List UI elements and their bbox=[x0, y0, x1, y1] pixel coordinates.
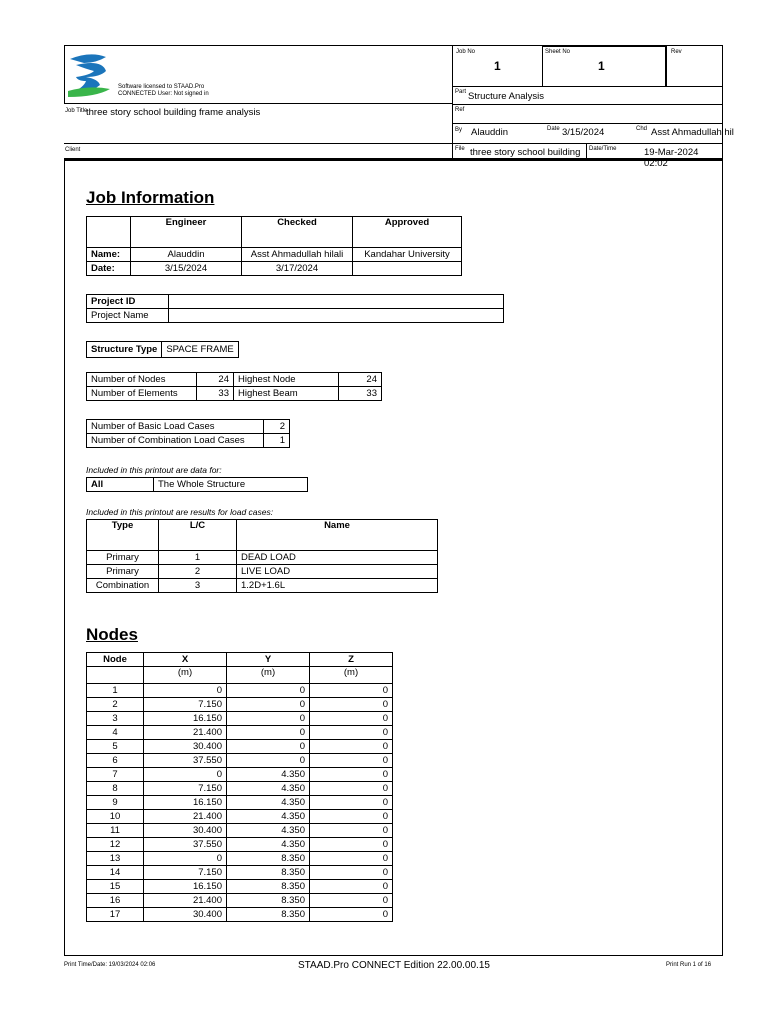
node-x: 21.400 bbox=[144, 810, 227, 824]
table-row bbox=[87, 782, 393, 796]
table-row bbox=[87, 684, 393, 698]
node-x: 30.400 bbox=[144, 740, 227, 754]
node-id: 9 bbox=[87, 796, 144, 810]
approved-date bbox=[353, 262, 462, 276]
node-y: 0 bbox=[227, 754, 310, 768]
included-data-table bbox=[86, 477, 308, 492]
lc-col-type: Type bbox=[87, 520, 159, 551]
table-row bbox=[87, 712, 393, 726]
node-id: 12 bbox=[87, 838, 144, 852]
license-line-1: Software licensed to STAAD.Pro bbox=[118, 84, 205, 90]
node-y: 0 bbox=[227, 698, 310, 712]
engineer-name: Alauddin bbox=[131, 248, 242, 262]
date-label: Date bbox=[547, 126, 560, 132]
col-y: Y bbox=[227, 653, 310, 667]
license-line-2: CONNECTED User: Not signed in bbox=[118, 91, 209, 97]
node-id: 8 bbox=[87, 782, 144, 796]
col-z: Z bbox=[310, 653, 393, 667]
structure-type-value: SPACE FRAME bbox=[162, 342, 238, 358]
node-x: 16.150 bbox=[144, 880, 227, 894]
by-value: Alauddin bbox=[471, 127, 508, 138]
table-row bbox=[87, 796, 393, 810]
node-x: 16.150 bbox=[144, 712, 227, 726]
comb-lc: 1 bbox=[264, 434, 290, 448]
included-results-note: Included in this printout are results for load cases: bbox=[86, 507, 274, 517]
node-y: 8.350 bbox=[227, 908, 310, 922]
node-x: 7.150 bbox=[144, 698, 227, 712]
date-label: Date: bbox=[87, 262, 131, 276]
node-y: 4.350 bbox=[227, 810, 310, 824]
node-y: 8.350 bbox=[227, 880, 310, 894]
node-z: 0 bbox=[310, 824, 393, 838]
lc-number: 1 bbox=[159, 551, 237, 565]
lc-type: Primary bbox=[87, 565, 159, 579]
node-y: 0 bbox=[227, 712, 310, 726]
table-row bbox=[87, 551, 438, 565]
client-label: Client bbox=[65, 147, 81, 153]
node-z: 0 bbox=[310, 894, 393, 908]
node-y: 8.350 bbox=[227, 866, 310, 880]
sheet-no-label: Sheet No bbox=[545, 49, 571, 55]
approved-name: Kandahar University bbox=[353, 248, 462, 262]
node-y: 0 bbox=[227, 740, 310, 754]
table-row bbox=[87, 726, 393, 740]
table-row bbox=[87, 908, 393, 922]
node-z: 0 bbox=[310, 810, 393, 824]
col-approved: Approved bbox=[353, 217, 462, 248]
col-checked: Checked bbox=[242, 217, 353, 248]
all-value: The Whole Structure bbox=[154, 478, 308, 492]
unit-y: (m) bbox=[227, 667, 310, 684]
nodes-title: Nodes bbox=[86, 625, 138, 644]
table-row bbox=[87, 768, 393, 782]
rev-label: Rev bbox=[671, 49, 682, 55]
load-case-count-table bbox=[86, 419, 290, 448]
load-cases-table bbox=[86, 519, 438, 593]
node-y: 4.350 bbox=[227, 782, 310, 796]
counts-table bbox=[86, 372, 382, 401]
table-row bbox=[87, 852, 393, 866]
node-id: 16 bbox=[87, 894, 144, 908]
lc-col-name: Name bbox=[237, 520, 438, 551]
project-table bbox=[86, 294, 504, 323]
lc-type: Combination bbox=[87, 579, 159, 593]
node-z: 0 bbox=[310, 880, 393, 894]
chd-value: Asst Ahmadullah hil bbox=[651, 127, 734, 138]
print-run: Print Run 1 of 16 bbox=[666, 962, 712, 968]
node-y: 4.350 bbox=[227, 824, 310, 838]
lc-name: 1.2D+1.6L bbox=[237, 579, 438, 593]
node-z: 0 bbox=[310, 740, 393, 754]
staad-logo bbox=[66, 51, 114, 99]
node-id: 2 bbox=[87, 698, 144, 712]
unit-z: (m) bbox=[310, 667, 393, 684]
node-x: 0 bbox=[144, 852, 227, 866]
node-y: 4.350 bbox=[227, 768, 310, 782]
lc-name: LIVE LOAD bbox=[237, 565, 438, 579]
datetime-value: 19-Mar-2024 02:02 bbox=[644, 147, 699, 169]
node-y: 0 bbox=[227, 684, 310, 698]
node-x: 0 bbox=[144, 768, 227, 782]
by-label: By bbox=[455, 127, 463, 133]
node-id: 13 bbox=[87, 852, 144, 866]
checked-name: Asst Ahmadullah hilali bbox=[242, 248, 353, 262]
node-id: 4 bbox=[87, 726, 144, 740]
node-z: 0 bbox=[310, 838, 393, 852]
basic-lc: 2 bbox=[264, 420, 290, 434]
highest-node-label: Highest Node bbox=[234, 373, 339, 387]
node-z: 0 bbox=[310, 726, 393, 740]
node-y: 8.350 bbox=[227, 852, 310, 866]
node-x: 21.400 bbox=[144, 894, 227, 908]
col-node: Node bbox=[87, 653, 144, 667]
print-time: Print Time/Date: 19/03/2024 02:06 bbox=[64, 962, 156, 968]
node-x: 30.400 bbox=[144, 908, 227, 922]
node-x: 16.150 bbox=[144, 796, 227, 810]
lc-col-lc: L/C bbox=[159, 520, 237, 551]
num-nodes-label: Number of Nodes bbox=[87, 373, 197, 387]
structure-type-label: Structure Type bbox=[87, 342, 162, 358]
node-z: 0 bbox=[310, 754, 393, 768]
table-row bbox=[87, 740, 393, 754]
highest-beam-label: Highest Beam bbox=[234, 387, 339, 401]
node-id: 7 bbox=[87, 768, 144, 782]
table-row bbox=[87, 880, 393, 894]
table-row bbox=[87, 579, 438, 593]
all-label: All bbox=[87, 478, 154, 492]
node-id: 15 bbox=[87, 880, 144, 894]
node-z: 0 bbox=[310, 796, 393, 810]
node-z: 0 bbox=[310, 698, 393, 712]
node-id: 6 bbox=[87, 754, 144, 768]
table-row bbox=[87, 824, 393, 838]
col-engineer: Engineer bbox=[131, 217, 242, 248]
file-value: three story school building bbox=[470, 147, 581, 158]
node-id: 1 bbox=[87, 684, 144, 698]
sheet-no: 1 bbox=[598, 59, 605, 73]
table-row bbox=[87, 698, 393, 712]
table-row bbox=[87, 754, 393, 768]
basic-lc-label: Number of Basic Load Cases bbox=[87, 420, 264, 434]
node-z: 0 bbox=[310, 866, 393, 880]
lc-number: 3 bbox=[159, 579, 237, 593]
lc-number: 2 bbox=[159, 565, 237, 579]
node-z: 0 bbox=[310, 782, 393, 796]
table-row bbox=[87, 838, 393, 852]
file-label: File bbox=[455, 146, 465, 152]
node-z: 0 bbox=[310, 768, 393, 782]
node-id: 17 bbox=[87, 908, 144, 922]
node-x: 37.550 bbox=[144, 838, 227, 852]
ref-label: Ref bbox=[455, 107, 465, 113]
header-block bbox=[64, 45, 734, 169]
job-info-table bbox=[86, 216, 462, 276]
comb-lc-label: Number of Combination Load Cases bbox=[87, 434, 264, 448]
num-elements: 33 bbox=[197, 387, 234, 401]
part-value: Structure Analysis bbox=[468, 91, 545, 102]
node-z: 0 bbox=[310, 908, 393, 922]
node-x: 7.150 bbox=[144, 782, 227, 796]
unit-x: (m) bbox=[144, 667, 227, 684]
node-x: 0 bbox=[144, 684, 227, 698]
node-z: 0 bbox=[310, 852, 393, 866]
job-information-title: Job Information bbox=[86, 188, 215, 207]
node-x: 21.400 bbox=[144, 726, 227, 740]
lc-type: Primary bbox=[87, 551, 159, 565]
table-row bbox=[87, 810, 393, 824]
job-no-label: Job No bbox=[456, 49, 476, 55]
date-value: 3/15/2024 bbox=[562, 127, 605, 138]
node-id: 14 bbox=[87, 866, 144, 880]
node-y: 8.350 bbox=[227, 894, 310, 908]
chd-label: Chd bbox=[636, 126, 648, 132]
node-id: 11 bbox=[87, 824, 144, 838]
lc-name: DEAD LOAD bbox=[237, 551, 438, 565]
job-title-label: Job Title bbox=[65, 108, 88, 114]
node-z: 0 bbox=[310, 684, 393, 698]
job-no: 1 bbox=[494, 59, 501, 73]
included-data-note: Included in this printout are data for: bbox=[86, 465, 222, 475]
table-row bbox=[87, 894, 393, 908]
node-id: 3 bbox=[87, 712, 144, 726]
part-label: Part bbox=[455, 89, 467, 95]
project-id-label: Project ID bbox=[87, 295, 169, 309]
node-x: 30.400 bbox=[144, 824, 227, 838]
col-x: X bbox=[144, 653, 227, 667]
node-x: 7.150 bbox=[144, 866, 227, 880]
num-nodes: 24 bbox=[197, 373, 234, 387]
node-y: 4.350 bbox=[227, 838, 310, 852]
table-row bbox=[87, 565, 438, 579]
project-name-label: Project Name bbox=[87, 309, 169, 323]
table-row bbox=[87, 866, 393, 880]
page-frame bbox=[64, 161, 65, 956]
highest-beam: 33 bbox=[339, 387, 382, 401]
node-z: 0 bbox=[310, 712, 393, 726]
job-title: three story school building frame analysis bbox=[86, 107, 261, 118]
node-id: 5 bbox=[87, 740, 144, 754]
datetime-label: Date/Time bbox=[589, 146, 617, 152]
edition: STAAD.Pro CONNECT Edition 22.00.00.15 bbox=[298, 960, 490, 971]
structure-type-table bbox=[86, 341, 239, 358]
name-label: Name: bbox=[87, 248, 131, 262]
checked-date: 3/17/2024 bbox=[242, 262, 353, 276]
num-elements-label: Number of Elements bbox=[87, 387, 197, 401]
node-y: 4.350 bbox=[227, 796, 310, 810]
nodes-table bbox=[86, 652, 393, 922]
node-x: 37.550 bbox=[144, 754, 227, 768]
node-y: 0 bbox=[227, 726, 310, 740]
node-id: 10 bbox=[87, 810, 144, 824]
engineer-date: 3/15/2024 bbox=[131, 262, 242, 276]
highest-node: 24 bbox=[339, 373, 382, 387]
